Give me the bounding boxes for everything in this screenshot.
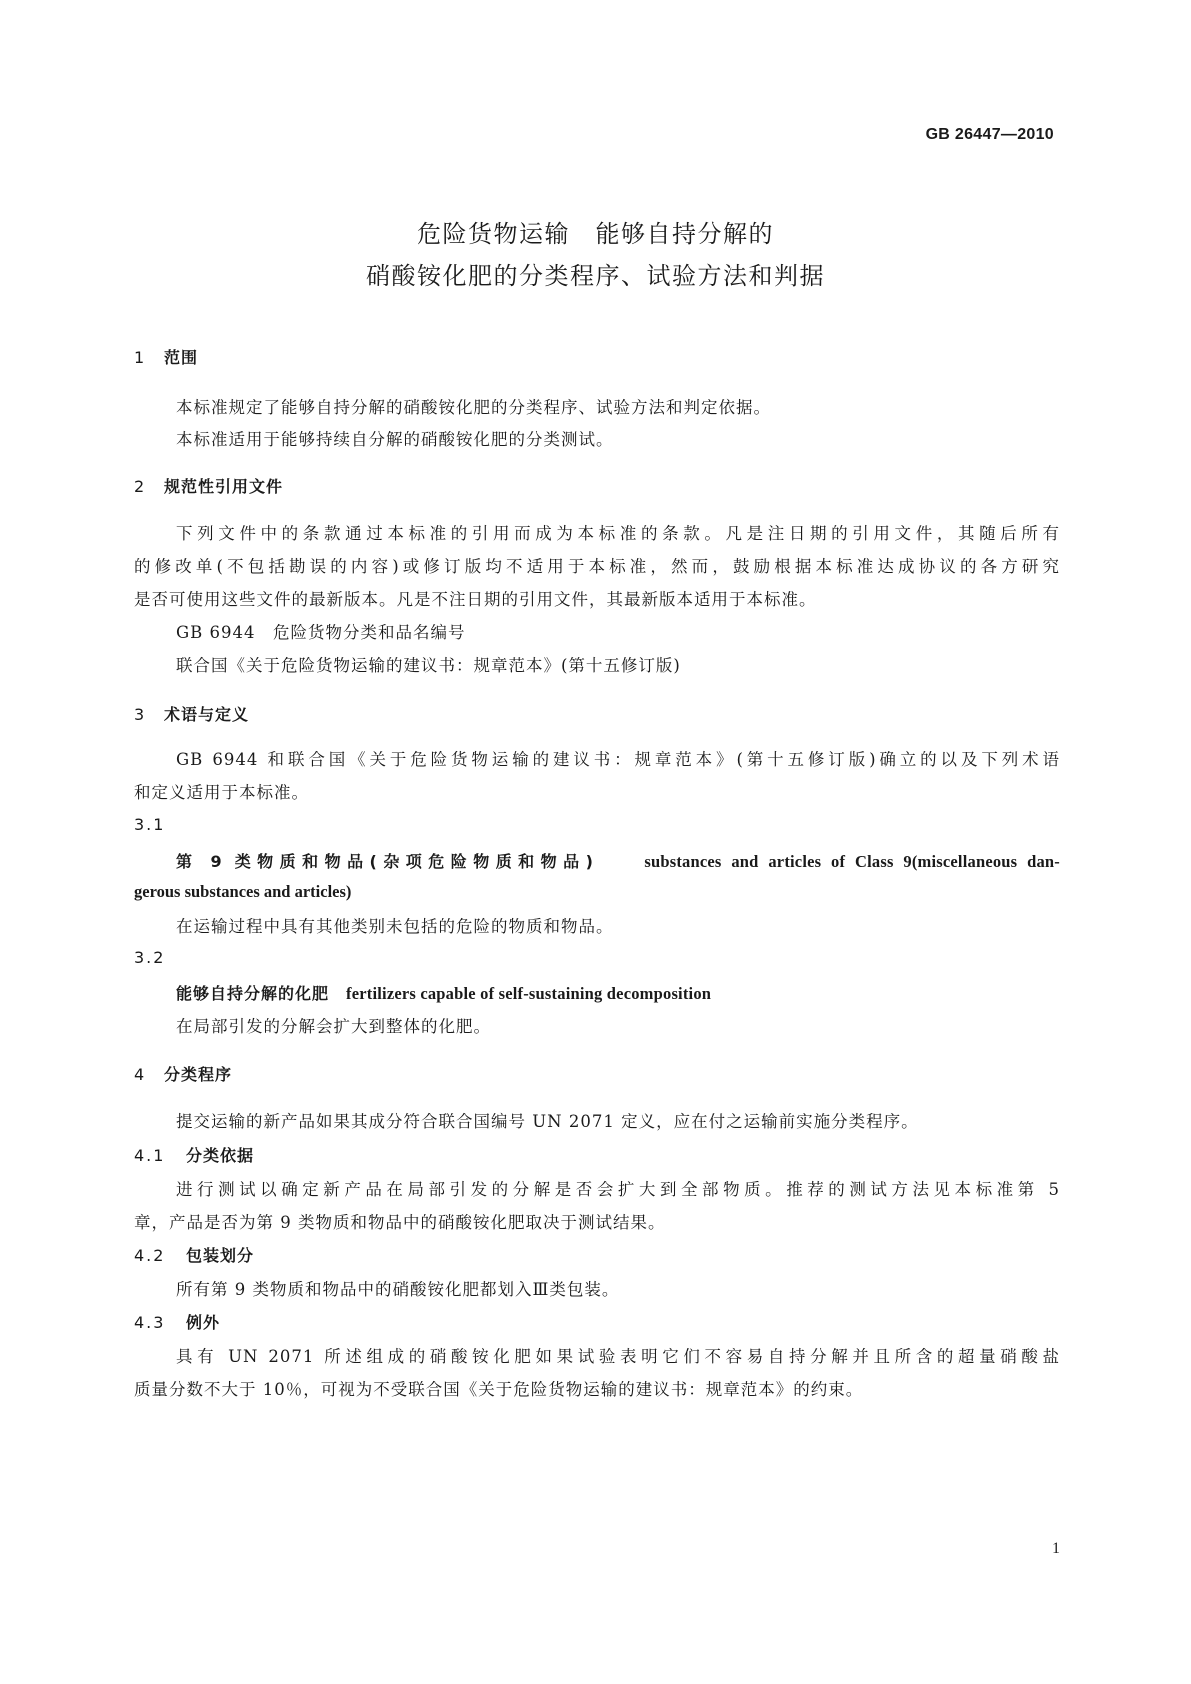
section-number: 2 <box>134 477 146 496</box>
clause-4-2-heading: 4.2 包装划分 <box>134 1246 255 1265</box>
section-title: 术语与定义 <box>164 705 250 724</box>
paragraph-line: 的修改单(不包括勘误的内容)或修订版均不适用于本标准，然而，鼓励根据本标准达成协议的各方研究 <box>134 557 1060 576</box>
section-4-heading <box>134 1062 232 1085</box>
clause-3-2-number: 3.2 <box>134 948 166 967</box>
term-definition: 在运输过程中具有其他类别未包括的危险的物质和物品。 <box>176 917 614 936</box>
section-3-heading <box>134 702 249 725</box>
normative-reference: 联合国《关于危险货物运输的建议书：规章范本》(第十五修订版) <box>176 656 681 675</box>
section-number: 1 <box>134 348 146 367</box>
section-title: 规范性引用文件 <box>164 477 284 496</box>
term-chinese: 第 9 类物质和物品(杂项危险物质和物品) <box>176 852 594 871</box>
term-english: substances and articles of Class 9(miscellaneous dan- <box>644 852 1060 871</box>
paragraph-line: 和定义适用于本标准。 <box>134 783 309 802</box>
clause-4-1-heading: 4.1 分类依据 <box>134 1146 255 1165</box>
paragraph: 提交运输的新产品如果其成分符合联合国编号 UN 2071 定义，应在付之运输前实施分类程序。 <box>176 1112 919 1131</box>
term-definition: 在局部引发的分解会扩大到整体的化肥。 <box>176 1017 491 1036</box>
term-english: fertilizers capable of self-sustaining decomposition <box>346 984 712 1003</box>
paragraph: 本标准适用于能够持续自分解的硝酸铵化肥的分类测试。 <box>176 430 614 449</box>
standard-code: GB 26447—2010 <box>925 126 1054 143</box>
section-title: 分类程序 <box>164 1065 233 1084</box>
normative-reference: GB 6944 危险货物分类和品名编号 <box>176 623 466 642</box>
paragraph-line: 章，产品是否为第 9 类物质和物品中的硝酸铵化肥取决于测试结果。 <box>134 1213 666 1232</box>
paragraph-line: 是否可使用这些文件的最新版本。凡是不注日期的引用文件，其最新版本适用于本标准。 <box>134 590 817 609</box>
paragraph: 所有第 9 类物质和物品中的硝酸铵化肥都划入Ⅲ类包装。 <box>176 1280 620 1299</box>
section-title: 范围 <box>164 348 199 367</box>
section-1-heading <box>134 345 198 368</box>
section-number: 3 <box>134 705 146 724</box>
paragraph-line: 进行测试以确定新产品在局部引发的分解是否会扩大到全部物质。推荐的测试方法见本标准第 5 <box>176 1180 1060 1199</box>
term-3-1 <box>176 849 1060 872</box>
paragraph-line: 具有 UN 2071 所述组成的硝酸铵化肥如果试验表明它们不容易自持分解并且所含的超量硝酸盐 <box>176 1347 1060 1366</box>
paragraph-line: 质量分数不大于 10％，可视为不受联合国《关于危险货物运输的建议书：规章范本》的约束。 <box>134 1380 864 1399</box>
page-number: 1 <box>1052 1540 1060 1557</box>
document-title-line-2: 硝酸铵化肥的分类程序、试验方法和判据 <box>366 262 825 290</box>
clause-4-3-heading: 4.3 例外 <box>134 1313 221 1332</box>
term-english-continued: gerous substances and articles) <box>134 882 352 901</box>
section-number: 4 <box>134 1065 146 1084</box>
section-2-heading <box>134 474 283 497</box>
term-3-2 <box>176 981 711 1004</box>
paragraph-line: 下列文件中的条款通过本标准的引用而成为本标准的条款。凡是注日期的引用文件，其随后所有 <box>176 524 1060 543</box>
term-chinese: 能够自持分解的化肥 <box>176 984 330 1003</box>
paragraph-line: GB 6944 和联合国《关于危险货物运输的建议书：规章范本》(第十五修订版)确立的以及下列术语 <box>176 750 1060 769</box>
paragraph: 本标准规定了能够自持分解的硝酸铵化肥的分类程序、试验方法和判定依据。 <box>176 398 771 417</box>
document-title-line-1: 危险货物运输 能够自持分解的 <box>417 220 774 248</box>
clause-3-1-number: 3.1 <box>134 815 166 834</box>
